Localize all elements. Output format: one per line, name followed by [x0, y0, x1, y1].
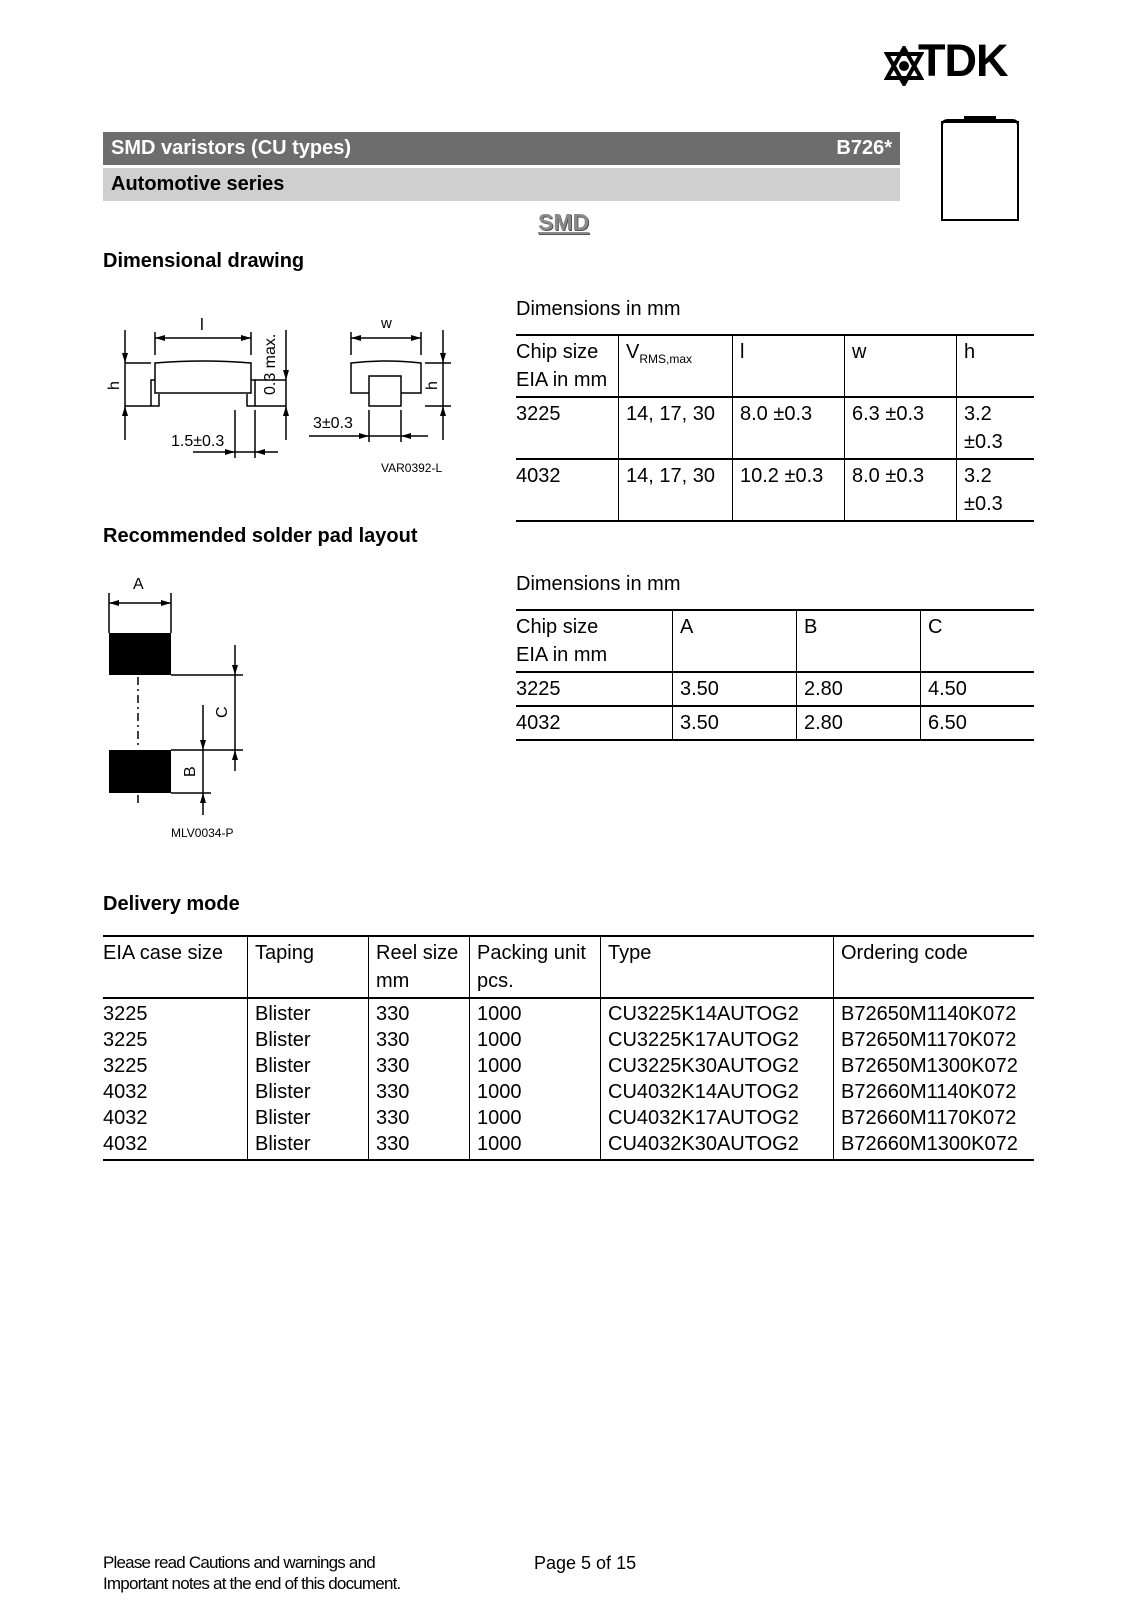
cell: 1000 [470, 1131, 601, 1160]
label-c: C [214, 706, 231, 718]
col-ordering-code: Ordering code [834, 936, 1035, 998]
cell: B72660M1300K072 [834, 1131, 1035, 1160]
cell: 2.80 [797, 706, 921, 740]
table-row [103, 1053, 1034, 1079]
col-reel-size: Reel size [376, 942, 459, 964]
cell: 4032 [103, 1107, 148, 1129]
cell: 4032 [516, 706, 673, 740]
col-eia-case-size: EIA case size [103, 936, 248, 998]
label-a: A [133, 576, 144, 593]
footer-note-line2: Important notes at the end of this document. [103, 1574, 401, 1593]
cell: CU3225K14AUTOG2 [601, 998, 834, 1027]
col-packing-unit: Packing unit [477, 942, 586, 964]
label-w: w [381, 315, 392, 332]
cell: 14, 17, 30 [619, 459, 733, 521]
solder-pad-drawing [103, 575, 263, 855]
col-eia: EIA in mm [516, 369, 608, 391]
cell: 330 [369, 1053, 470, 1079]
series-bar [103, 168, 900, 201]
cell: 330 [369, 1079, 470, 1105]
cell: 6.50 [921, 706, 1035, 740]
cell: 6.3 ±0.3 [845, 397, 957, 459]
cell: CU3225K17AUTOG2 [601, 1027, 834, 1053]
cell: B72660M1140K072 [834, 1079, 1035, 1105]
cell: Blister [248, 1105, 369, 1131]
cell: CU4032K30AUTOG2 [601, 1131, 834, 1160]
cell: CU4032K17AUTOG2 [601, 1105, 834, 1131]
footer-note-line1: Please read Cautions and warnings and [103, 1553, 375, 1572]
cell: 4.50 [921, 672, 1035, 706]
table-row [103, 1079, 1034, 1105]
cell: 3.50 [673, 706, 797, 740]
label-termination: 1.5±0.3 [171, 433, 225, 450]
cell: 1000 [470, 1027, 601, 1053]
title-bar [103, 132, 900, 165]
cell: 1000 [470, 1053, 601, 1079]
col-type: Type [601, 936, 834, 998]
table-row [516, 397, 1034, 459]
delivery-table [103, 935, 1034, 1161]
cell: 8.0 ±0.3 [845, 459, 957, 521]
table-row [103, 1027, 1034, 1053]
cell: 1000 [470, 998, 601, 1027]
cell: 3.2 ±0.3 [957, 397, 1035, 459]
label-l: l [200, 315, 204, 334]
series-title: Automotive series [111, 173, 285, 195]
col-eia: EIA in mm [516, 644, 608, 666]
col-vrms: V [626, 341, 640, 363]
col-packing-pcs: pcs. [477, 970, 514, 992]
cell: Blister [248, 1079, 369, 1105]
col-w: w [845, 335, 957, 397]
cell: 330 [369, 1131, 470, 1160]
table-row [516, 706, 1034, 740]
col-h: h [957, 335, 1035, 397]
cell: 4032 [103, 1131, 248, 1160]
cell: 330 [369, 998, 470, 1027]
cell: 8.0 ±0.3 [733, 397, 845, 459]
table-row [103, 1105, 1034, 1131]
cell: B72650M1140K072 [834, 998, 1035, 1027]
cell: 1000 [470, 1105, 601, 1131]
product-code: B726* [836, 137, 892, 159]
table-caption-pad: Dimensions in mm [516, 573, 681, 595]
cell: 3.2 ±0.3 [957, 459, 1035, 521]
cell: B72650M1170K072 [834, 1027, 1035, 1053]
col-l: l [733, 335, 845, 397]
col-b: B [797, 610, 921, 672]
footer-note [103, 1552, 400, 1594]
cell: 330 [369, 1027, 470, 1053]
cell: B72650M1300K072 [834, 1053, 1035, 1079]
table-row [103, 1131, 1034, 1160]
label-b: B [182, 766, 199, 777]
cell: 4032 [103, 1081, 148, 1103]
col-chip-size: Chip size [516, 616, 599, 638]
cell: CU3225K30AUTOG2 [601, 1053, 834, 1079]
col-vrms-sub: RMS,max [639, 352, 693, 366]
table-caption-dimensions: Dimensions in mm [516, 298, 681, 320]
col-taping: Taping [248, 936, 369, 998]
section-heading-dimensional: Dimensional drawing [103, 250, 305, 272]
brand-logo: TDK [918, 35, 1008, 86]
cell: 3225 [103, 1003, 148, 1025]
cell: 14, 17, 30 [619, 397, 733, 459]
cell: Blister [248, 1131, 369, 1160]
cell: 4032 [516, 459, 619, 521]
cell: Blister [248, 998, 369, 1027]
col-c: C [921, 610, 1035, 672]
cell: Blister [248, 1027, 369, 1053]
table-row [516, 672, 1034, 706]
drawing-ref: MLV0034-P [171, 826, 234, 840]
cell: 330 [369, 1105, 470, 1131]
col-a: A [673, 610, 797, 672]
section-heading-delivery: Delivery mode [103, 893, 240, 915]
dimensions-table [516, 334, 1034, 522]
section-heading-solder-pad: Recommended solder pad layout [103, 525, 418, 547]
cell: 3.50 [673, 672, 797, 706]
product-line: SMD varistors (CU types) [111, 137, 352, 159]
dimensional-drawing [103, 310, 463, 485]
cell: 3225 [103, 1055, 148, 1077]
label-h-right: h [424, 381, 441, 390]
cell: 10.2 ±0.3 [733, 459, 845, 521]
col-reel-unit: mm [376, 970, 410, 992]
chip-illustration [940, 116, 1020, 224]
cell: 3225 [516, 672, 673, 706]
smd-mark: SMD [538, 209, 590, 235]
cell: Blister [248, 1053, 369, 1079]
cell: 1000 [470, 1079, 601, 1105]
label-h-left: h [106, 381, 123, 390]
cell: B72660M1170K072 [834, 1105, 1035, 1131]
page-number: Page 5 of 15 [534, 1553, 637, 1573]
solder-pad-table [516, 609, 1034, 741]
table-row [516, 459, 1034, 521]
drawing-ref: VAR0392-L [381, 461, 443, 475]
cell: CU4032K14AUTOG2 [601, 1079, 834, 1105]
cell: 2.80 [797, 672, 921, 706]
label-width-tolerance: 3±0.3 [313, 415, 353, 432]
cell: 3225 [516, 397, 619, 459]
cell: 3225 [103, 1029, 148, 1051]
label-max-height: 0.3 max. [262, 333, 279, 395]
table-row [103, 998, 1034, 1027]
col-chip-size: Chip size [516, 341, 599, 363]
